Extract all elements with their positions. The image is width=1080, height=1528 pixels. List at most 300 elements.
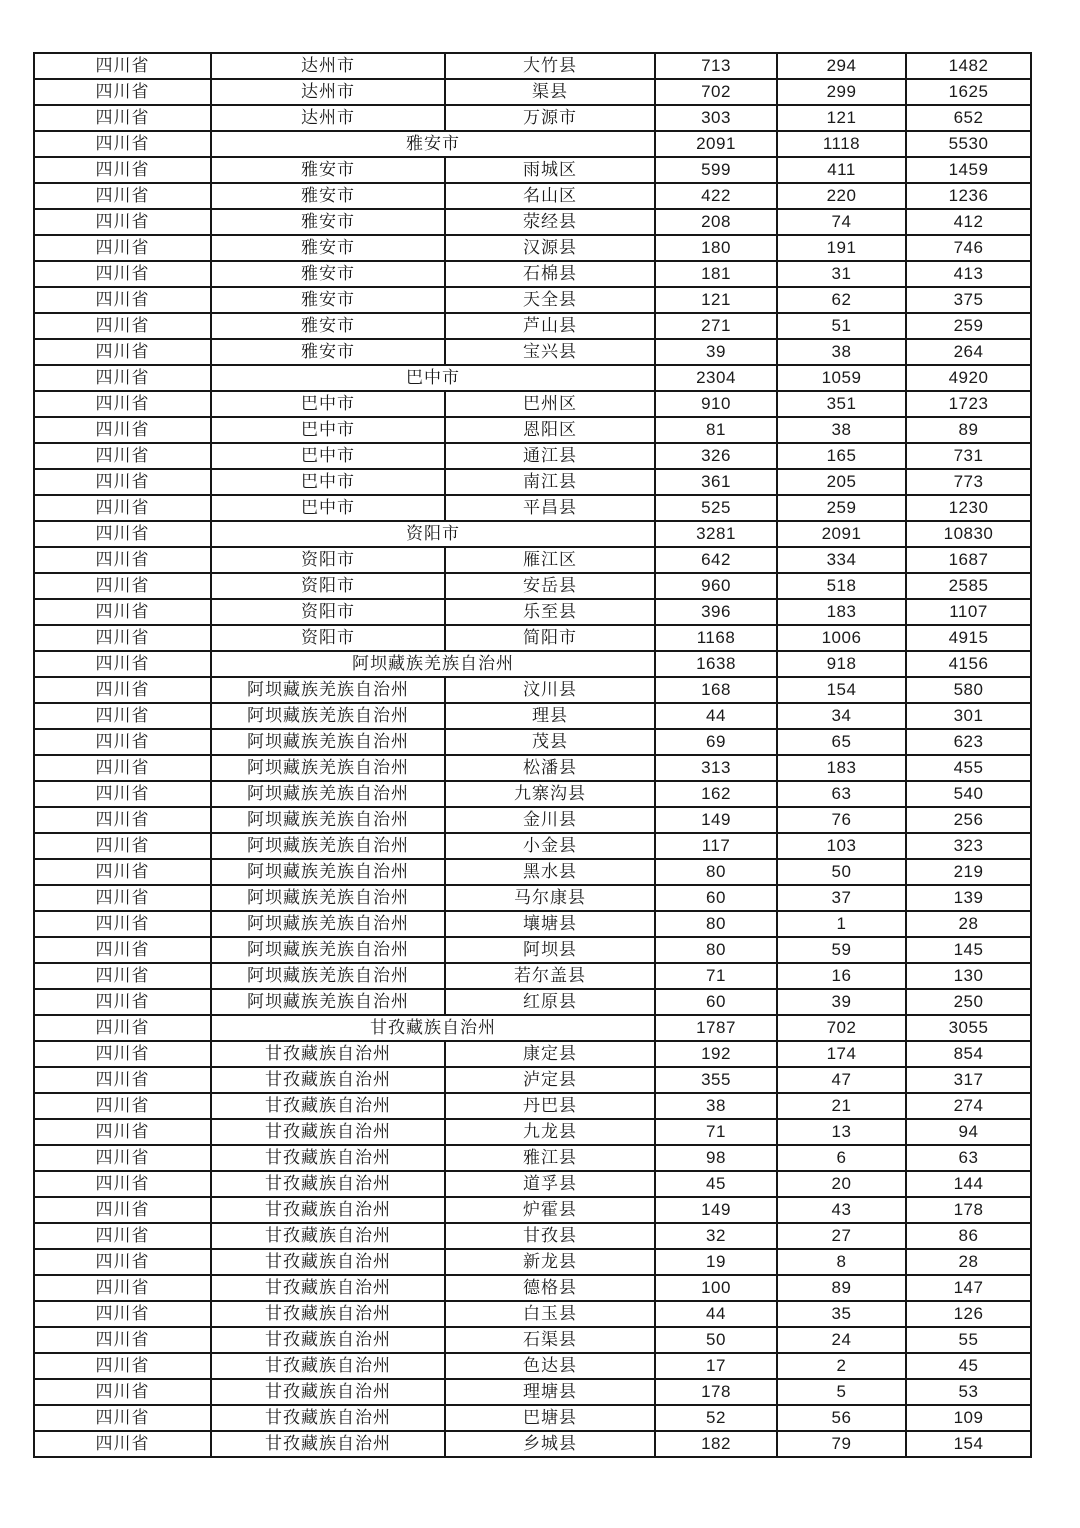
table-row: [34, 547, 1031, 573]
value-cell-3: 250: [906, 989, 1031, 1015]
province-cell: 四川省: [34, 911, 211, 937]
table-row: [34, 1145, 1031, 1171]
county-cell: 新龙县: [445, 1249, 655, 1275]
value-cell-2: 50: [777, 859, 906, 885]
province-cell: 四川省: [34, 1145, 211, 1171]
city-cell: 阿坝藏族羌族自治州: [211, 859, 445, 885]
value-cell-1: 81: [655, 417, 777, 443]
table-row: [34, 1067, 1031, 1093]
value-cell-1: 1168: [655, 625, 777, 651]
value-cell-2: 299: [777, 79, 906, 105]
value-cell-1: 80: [655, 937, 777, 963]
value-cell-3: 375: [906, 287, 1031, 313]
province-cell: 四川省: [34, 625, 211, 651]
value-cell-3: 256: [906, 807, 1031, 833]
province-cell: 四川省: [34, 1405, 211, 1431]
value-cell-2: 259: [777, 495, 906, 521]
table-row: [34, 989, 1031, 1015]
county-cell: 马尔康县: [445, 885, 655, 911]
city-cell: 甘孜藏族自治州: [211, 1275, 445, 1301]
table-row: [34, 885, 1031, 911]
table-row: [34, 1405, 1031, 1431]
value-cell-1: 50: [655, 1327, 777, 1353]
value-cell-1: 960: [655, 573, 777, 599]
value-cell-1: 168: [655, 677, 777, 703]
table-row: [34, 391, 1031, 417]
county-cell: 德格县: [445, 1275, 655, 1301]
province-cell: 四川省: [34, 79, 211, 105]
value-cell-1: 32: [655, 1223, 777, 1249]
value-cell-1: 71: [655, 963, 777, 989]
table-row: [34, 807, 1031, 833]
value-cell-1: 326: [655, 443, 777, 469]
value-cell-2: 47: [777, 1067, 906, 1093]
value-cell-2: 154: [777, 677, 906, 703]
value-cell-1: 642: [655, 547, 777, 573]
city-cell: 甘孜藏族自治州: [211, 1067, 445, 1093]
province-cell: 四川省: [34, 989, 211, 1015]
county-cell: 红原县: [445, 989, 655, 1015]
table-row: [34, 1223, 1031, 1249]
table-row: [34, 495, 1031, 521]
city-cell: 达州市: [211, 53, 445, 79]
province-cell: 四川省: [34, 313, 211, 339]
value-cell-1: 60: [655, 885, 777, 911]
value-cell-1: 117: [655, 833, 777, 859]
value-cell-3: 53: [906, 1379, 1031, 1405]
table-row: [34, 1249, 1031, 1275]
value-cell-2: 411: [777, 157, 906, 183]
city-cell: 阿坝藏族羌族自治州: [211, 755, 445, 781]
city-cell: 甘孜藏族自治州: [211, 1301, 445, 1327]
city-cell: 雅安市: [211, 157, 445, 183]
city-cell: 巴中市: [211, 469, 445, 495]
city-cell: 甘孜藏族自治州: [211, 1249, 445, 1275]
table-row: [34, 651, 1031, 677]
province-cell: 四川省: [34, 651, 211, 677]
province-cell: 四川省: [34, 521, 211, 547]
county-cell: 小金县: [445, 833, 655, 859]
table-row: [34, 1015, 1031, 1041]
table-row: [34, 1353, 1031, 1379]
value-cell-1: 71: [655, 1119, 777, 1145]
province-cell: 四川省: [34, 573, 211, 599]
value-cell-2: 1: [777, 911, 906, 937]
province-cell: 四川省: [34, 495, 211, 521]
value-cell-3: 1459: [906, 157, 1031, 183]
value-cell-1: 2091: [655, 131, 777, 157]
value-cell-2: 35: [777, 1301, 906, 1327]
value-cell-3: 89: [906, 417, 1031, 443]
county-cell: 炉霍县: [445, 1197, 655, 1223]
city-cell: 阿坝藏族羌族自治州: [211, 677, 445, 703]
value-cell-3: 413: [906, 261, 1031, 287]
value-cell-3: 580: [906, 677, 1031, 703]
city-cell: 达州市: [211, 105, 445, 131]
table-row: [34, 625, 1031, 651]
city-summary-cell: 巴中市: [211, 365, 655, 391]
province-cell: 四川省: [34, 781, 211, 807]
table-row: [34, 677, 1031, 703]
value-cell-3: 4920: [906, 365, 1031, 391]
city-cell: 甘孜藏族自治州: [211, 1405, 445, 1431]
county-cell: 汉源县: [445, 235, 655, 261]
value-cell-1: 525: [655, 495, 777, 521]
county-cell: 汶川县: [445, 677, 655, 703]
value-cell-1: 80: [655, 859, 777, 885]
city-cell: 雅安市: [211, 183, 445, 209]
county-cell: 安岳县: [445, 573, 655, 599]
city-cell: 雅安市: [211, 235, 445, 261]
city-cell: 阿坝藏族羌族自治州: [211, 833, 445, 859]
value-cell-3: 28: [906, 911, 1031, 937]
province-cell: 四川省: [34, 859, 211, 885]
value-cell-2: 8: [777, 1249, 906, 1275]
city-cell: 甘孜藏族自治州: [211, 1327, 445, 1353]
value-cell-1: 39: [655, 339, 777, 365]
county-cell: 石渠县: [445, 1327, 655, 1353]
county-cell: 渠县: [445, 79, 655, 105]
table-body: [34, 53, 1031, 1457]
value-cell-3: 28: [906, 1249, 1031, 1275]
province-cell: 四川省: [34, 1249, 211, 1275]
city-cell: 阿坝藏族羌族自治州: [211, 937, 445, 963]
value-cell-1: 702: [655, 79, 777, 105]
table-row: [34, 521, 1031, 547]
city-cell: 资阳市: [211, 625, 445, 651]
value-cell-2: 334: [777, 547, 906, 573]
value-cell-2: 1118: [777, 131, 906, 157]
value-cell-1: 3281: [655, 521, 777, 547]
table-row: [34, 703, 1031, 729]
province-cell: 四川省: [34, 365, 211, 391]
table-row: [34, 261, 1031, 287]
value-cell-3: 139: [906, 885, 1031, 911]
value-cell-1: 44: [655, 703, 777, 729]
value-cell-1: 178: [655, 1379, 777, 1405]
value-cell-1: 396: [655, 599, 777, 625]
value-cell-1: 180: [655, 235, 777, 261]
value-cell-3: 455: [906, 755, 1031, 781]
county-cell: 乐至县: [445, 599, 655, 625]
value-cell-3: 652: [906, 105, 1031, 131]
value-cell-2: 918: [777, 651, 906, 677]
value-cell-2: 220: [777, 183, 906, 209]
province-cell: 四川省: [34, 235, 211, 261]
county-cell: 壤塘县: [445, 911, 655, 937]
table-row: [34, 183, 1031, 209]
province-cell: 四川省: [34, 443, 211, 469]
county-cell: 大竹县: [445, 53, 655, 79]
province-cell: 四川省: [34, 1431, 211, 1457]
value-cell-2: 1006: [777, 625, 906, 651]
value-cell-2: 38: [777, 339, 906, 365]
value-cell-1: 98: [655, 1145, 777, 1171]
value-cell-1: 2304: [655, 365, 777, 391]
value-cell-3: 144: [906, 1171, 1031, 1197]
value-cell-2: 37: [777, 885, 906, 911]
value-cell-2: 5: [777, 1379, 906, 1405]
province-cell: 四川省: [34, 833, 211, 859]
city-cell: 甘孜藏族自治州: [211, 1171, 445, 1197]
value-cell-2: 121: [777, 105, 906, 131]
table-row: [34, 365, 1031, 391]
city-cell: 阿坝藏族羌族自治州: [211, 807, 445, 833]
value-cell-3: 1236: [906, 183, 1031, 209]
value-cell-2: 56: [777, 1405, 906, 1431]
value-cell-3: 147: [906, 1275, 1031, 1301]
province-cell: 四川省: [34, 755, 211, 781]
county-cell: 雅江县: [445, 1145, 655, 1171]
table-row: [34, 287, 1031, 313]
city-cell: 资阳市: [211, 599, 445, 625]
county-cell: 南江县: [445, 469, 655, 495]
city-cell: 巴中市: [211, 391, 445, 417]
value-cell-3: 301: [906, 703, 1031, 729]
value-cell-1: 38: [655, 1093, 777, 1119]
value-cell-2: 1059: [777, 365, 906, 391]
county-cell: 九龙县: [445, 1119, 655, 1145]
province-cell: 四川省: [34, 1093, 211, 1119]
value-cell-2: 183: [777, 599, 906, 625]
county-cell: 通江县: [445, 443, 655, 469]
value-cell-2: 103: [777, 833, 906, 859]
county-cell: 石棉县: [445, 261, 655, 287]
value-cell-3: 2585: [906, 573, 1031, 599]
county-cell: 松潘县: [445, 755, 655, 781]
city-cell: 雅安市: [211, 287, 445, 313]
value-cell-1: 44: [655, 1301, 777, 1327]
table-row: [34, 1301, 1031, 1327]
city-cell: 巴中市: [211, 443, 445, 469]
value-cell-2: 63: [777, 781, 906, 807]
province-cell: 四川省: [34, 677, 211, 703]
table-row: [34, 573, 1031, 599]
value-cell-3: 126: [906, 1301, 1031, 1327]
statistics-table: [33, 52, 1032, 1458]
value-cell-2: 183: [777, 755, 906, 781]
table-row: [34, 859, 1031, 885]
value-cell-2: 205: [777, 469, 906, 495]
value-cell-1: 45: [655, 1171, 777, 1197]
value-cell-2: 62: [777, 287, 906, 313]
province-cell: 四川省: [34, 1353, 211, 1379]
city-cell: 阿坝藏族羌族自治州: [211, 885, 445, 911]
city-cell: 甘孜藏族自治州: [211, 1119, 445, 1145]
value-cell-3: 1107: [906, 599, 1031, 625]
table-row: [34, 781, 1031, 807]
table-row: [34, 209, 1031, 235]
value-cell-3: 86: [906, 1223, 1031, 1249]
value-cell-1: 422: [655, 183, 777, 209]
table-row: [34, 131, 1031, 157]
city-cell: 雅安市: [211, 209, 445, 235]
value-cell-3: 45: [906, 1353, 1031, 1379]
value-cell-2: 16: [777, 963, 906, 989]
value-cell-3: 109: [906, 1405, 1031, 1431]
value-cell-2: 6: [777, 1145, 906, 1171]
city-summary-cell: 阿坝藏族羌族自治州: [211, 651, 655, 677]
value-cell-3: 854: [906, 1041, 1031, 1067]
table-row: [34, 1119, 1031, 1145]
value-cell-2: 702: [777, 1015, 906, 1041]
value-cell-1: 355: [655, 1067, 777, 1093]
value-cell-2: 76: [777, 807, 906, 833]
table-row: [34, 1093, 1031, 1119]
county-cell: 雨城区: [445, 157, 655, 183]
value-cell-3: 178: [906, 1197, 1031, 1223]
province-cell: 四川省: [34, 963, 211, 989]
city-cell: 巴中市: [211, 495, 445, 521]
value-cell-2: 21: [777, 1093, 906, 1119]
county-cell: 金川县: [445, 807, 655, 833]
table-row: [34, 833, 1031, 859]
value-cell-2: 38: [777, 417, 906, 443]
table-row: [34, 963, 1031, 989]
value-cell-2: 294: [777, 53, 906, 79]
county-cell: 宝兴县: [445, 339, 655, 365]
county-cell: 芦山县: [445, 313, 655, 339]
county-cell: 黑水县: [445, 859, 655, 885]
value-cell-1: 162: [655, 781, 777, 807]
value-cell-3: 731: [906, 443, 1031, 469]
city-cell: 甘孜藏族自治州: [211, 1197, 445, 1223]
value-cell-1: 192: [655, 1041, 777, 1067]
value-cell-1: 19: [655, 1249, 777, 1275]
province-cell: 四川省: [34, 391, 211, 417]
county-cell: 简阳市: [445, 625, 655, 651]
value-cell-3: 1482: [906, 53, 1031, 79]
value-cell-2: 31: [777, 261, 906, 287]
province-cell: 四川省: [34, 937, 211, 963]
county-cell: 理县: [445, 703, 655, 729]
county-cell: 万源市: [445, 105, 655, 131]
city-cell: 甘孜藏族自治州: [211, 1041, 445, 1067]
value-cell-1: 1638: [655, 651, 777, 677]
county-cell: 丹巴县: [445, 1093, 655, 1119]
value-cell-1: 100: [655, 1275, 777, 1301]
city-cell: 达州市: [211, 79, 445, 105]
value-cell-1: 80: [655, 911, 777, 937]
county-cell: 若尔盖县: [445, 963, 655, 989]
value-cell-3: 154: [906, 1431, 1031, 1457]
table-row: [34, 1379, 1031, 1405]
province-cell: 四川省: [34, 807, 211, 833]
city-summary-cell: 甘孜藏族自治州: [211, 1015, 655, 1041]
value-cell-3: 4915: [906, 625, 1031, 651]
value-cell-3: 145: [906, 937, 1031, 963]
value-cell-2: 174: [777, 1041, 906, 1067]
table-row: [34, 469, 1031, 495]
value-cell-1: 181: [655, 261, 777, 287]
city-cell: 甘孜藏族自治州: [211, 1093, 445, 1119]
value-cell-1: 149: [655, 1197, 777, 1223]
value-cell-3: 219: [906, 859, 1031, 885]
province-cell: 四川省: [34, 417, 211, 443]
value-cell-1: 599: [655, 157, 777, 183]
table-row: [34, 443, 1031, 469]
value-cell-3: 540: [906, 781, 1031, 807]
value-cell-1: 313: [655, 755, 777, 781]
value-cell-2: 79: [777, 1431, 906, 1457]
city-cell: 阿坝藏族羌族自治州: [211, 729, 445, 755]
city-cell: 阿坝藏族羌族自治州: [211, 963, 445, 989]
county-cell: 巴塘县: [445, 1405, 655, 1431]
city-cell: 甘孜藏族自治州: [211, 1379, 445, 1405]
value-cell-1: 910: [655, 391, 777, 417]
county-cell: 理塘县: [445, 1379, 655, 1405]
county-cell: 名山区: [445, 183, 655, 209]
county-cell: 阿坝县: [445, 937, 655, 963]
table-row: [34, 157, 1031, 183]
value-cell-2: 13: [777, 1119, 906, 1145]
value-cell-3: 1230: [906, 495, 1031, 521]
province-cell: 四川省: [34, 53, 211, 79]
value-cell-2: 89: [777, 1275, 906, 1301]
value-cell-2: 43: [777, 1197, 906, 1223]
province-cell: 四川省: [34, 209, 211, 235]
value-cell-2: 518: [777, 573, 906, 599]
value-cell-1: 208: [655, 209, 777, 235]
value-cell-2: 24: [777, 1327, 906, 1353]
value-cell-3: 55: [906, 1327, 1031, 1353]
province-cell: 四川省: [34, 1067, 211, 1093]
value-cell-1: 361: [655, 469, 777, 495]
value-cell-1: 1787: [655, 1015, 777, 1041]
province-cell: 四川省: [34, 157, 211, 183]
value-cell-3: 130: [906, 963, 1031, 989]
province-cell: 四川省: [34, 261, 211, 287]
value-cell-3: 746: [906, 235, 1031, 261]
province-cell: 四川省: [34, 1379, 211, 1405]
value-cell-3: 1723: [906, 391, 1031, 417]
county-cell: 白玉县: [445, 1301, 655, 1327]
county-cell: 甘孜县: [445, 1223, 655, 1249]
value-cell-3: 5530: [906, 131, 1031, 157]
city-cell: 雅安市: [211, 261, 445, 287]
value-cell-2: 34: [777, 703, 906, 729]
province-cell: 四川省: [34, 1171, 211, 1197]
value-cell-2: 74: [777, 209, 906, 235]
value-cell-3: 323: [906, 833, 1031, 859]
county-cell: 乡城县: [445, 1431, 655, 1457]
table-row: [34, 339, 1031, 365]
province-cell: 四川省: [34, 1223, 211, 1249]
county-cell: 九寨沟县: [445, 781, 655, 807]
city-cell: 甘孜藏族自治州: [211, 1223, 445, 1249]
province-cell: 四川省: [34, 105, 211, 131]
value-cell-3: 274: [906, 1093, 1031, 1119]
city-cell: 阿坝藏族羌族自治州: [211, 911, 445, 937]
value-cell-1: 713: [655, 53, 777, 79]
table-row: [34, 1041, 1031, 1067]
value-cell-1: 182: [655, 1431, 777, 1457]
table-row: [34, 417, 1031, 443]
city-cell: 巴中市: [211, 417, 445, 443]
province-cell: 四川省: [34, 1197, 211, 1223]
value-cell-1: 271: [655, 313, 777, 339]
province-cell: 四川省: [34, 885, 211, 911]
value-cell-2: 165: [777, 443, 906, 469]
city-summary-cell: 雅安市: [211, 131, 655, 157]
value-cell-2: 191: [777, 235, 906, 261]
province-cell: 四川省: [34, 1015, 211, 1041]
table-row: [34, 1171, 1031, 1197]
city-cell: 阿坝藏族羌族自治州: [211, 781, 445, 807]
county-cell: 泸定县: [445, 1067, 655, 1093]
city-cell: 资阳市: [211, 547, 445, 573]
table-row: [34, 313, 1031, 339]
